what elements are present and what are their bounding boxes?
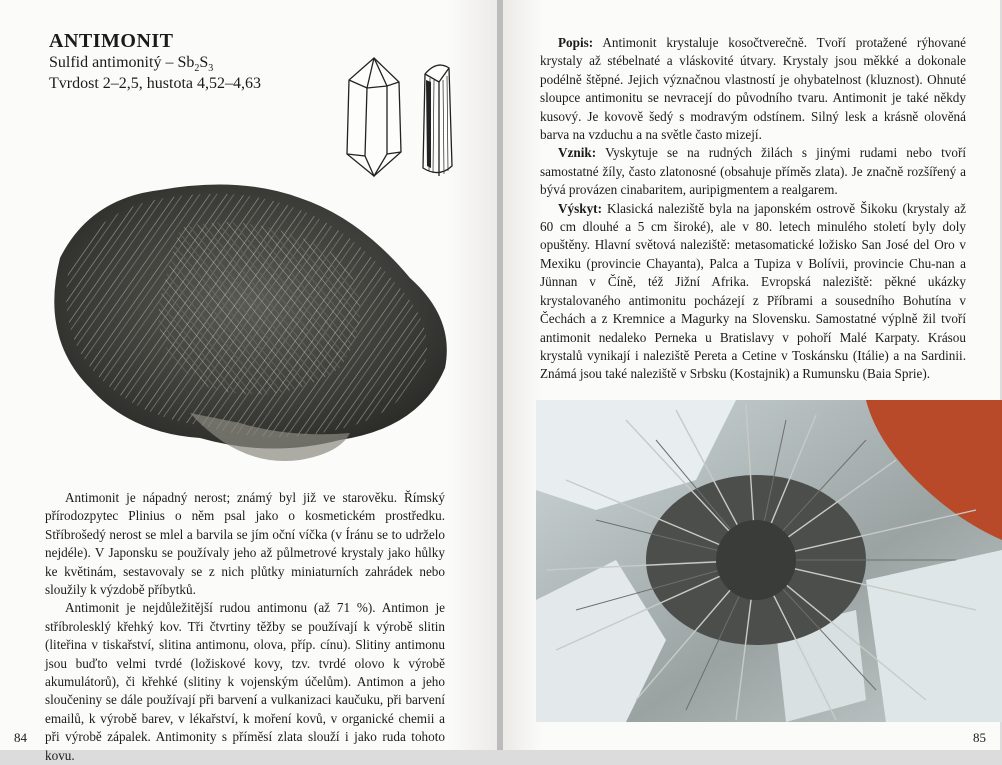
formula-subscript-1: 2 [194, 63, 200, 75]
right-body-text [540, 34, 966, 384]
right-page [503, 0, 1000, 750]
section-text: Klasická naleziště byla na japonském ostrově Šikoku (krystaly až 60 cm dlouhé a 5 cm široké), ale v 80. letech minulého století byly doly opuštěny. Hlavní světová naleziště: metasomatické ložisko San José del Oro v Mexiku (provincie Chayanta), Palca a Tupiza v Bolívii, provincie Chu-nan a Jünnan v Číně, též Jižní Afrika. Evropská naleziště: pěkné ukázky krystalovaného antimonitu pocházejí z Příbrami a sousedního Bohutína v Čechách a z Kremnice a Magurky na Slovensku. Samostatné výplně žil tvoří antimonit nedaleko Perneka u Bratislavy v pohoří Malé Karpaty. Krásou krystalů vynikají i naleziště Pereta a Cetine v Toskánsku (Itálie) a na Sardinii. Známá jsou také naleziště v Srbsku (Kostajnik) a Rumunsku (Baia Sprie). [540, 200, 966, 382]
popis-section [540, 34, 966, 144]
antimonite-specimen-image [40, 168, 460, 468]
vyskyt-section [540, 200, 966, 384]
section-text: Vyskytuje se na rudných žilách s jinými rudami nebo tvoří samostatné žíly, často zlatonosné (obsahuje příměs zlata). Je značně rozšířený a bývá provázen cinabaritem, auripigmentem a realgarem. [540, 145, 967, 198]
antimonite-crystal-photo [536, 400, 1002, 722]
left-body-text [45, 489, 445, 765]
formula-mid: S [199, 54, 209, 71]
mineral-title: ANTIMONIT [49, 30, 174, 52]
section-label: Výskyt: [558, 200, 602, 216]
section-label: Vznik: [558, 145, 597, 161]
mineral-formula-line [49, 54, 213, 74]
paragraph: Antimonit je nápadný nerost; známý byl již ve starověku. Římský přírodozpytec Plinius o něm psal jako o kosmetickém prostředku. Stříbrošedý nerost se mlel a barvila se jím oční víčka (v Íránu se to udrželo nejdéle). V Japonsku se používaly jeho až půlmetrové krystaly jako hůlky ke květinám, sestavovaly se z nich plůtky miniaturních zahrádek nebo sloužily k výzdobě příbytků. [45, 490, 445, 598]
section-text: Antimonit krystaluje kosočtverečně. Tvoří protažené rýhované krystaly až stébelnaté a vláskovité útvary. Krystaly jsou měkké a dokonale podélně štěpné. Jejich význačnou vlastností je ohybatelnost (kluznost). Ohnuté sloupce antimonitu se nevracejí do původního tvaru. Antimonit je také někdy kusový. Je kovově šedý s modravým odstínem. Silný lesk a krásně olověná barva na vzduchu a na světle často mizejí. [540, 35, 966, 143]
vznik-section [540, 144, 966, 199]
formula-subscript-2: 3 [208, 63, 214, 75]
crystal-drawing-1 [343, 56, 405, 178]
hardness-density-line: Tvrdost 2–2,5, hustota 4,52–4,63 [49, 75, 261, 92]
paragraph: Antimonit je nejdůležitější rudou antimonu (až 71 %). Antimon je stříbrolesklý křehký kov. Tři čtvrtiny těžby se používají k výrobě slitin (liteřina v tiskařství, slitina antimonu, olova, příp. cínu). Slitiny antimonu jsou buďto velmi tvrdé (ložiskové kovy, tzv. tvrdé olovo k výrobě akumulátorů), či křehké (slitiny k vojenským účelům). Antimon a jeho sloučeniny se dále používají při barvení a vulkanizaci kaučuku, při barvení emailů, k výrobě barev, v lékařství, k moření kovů, v organické chemii a při výrobě zápalek. Antimonity s příměsí zlata slouží i jako ruda tohoto kovu. [45, 600, 445, 763]
left-page [0, 0, 497, 763]
page-number-right: 85 [973, 730, 986, 745]
crystal-drawing-2 [417, 56, 457, 180]
page-number-left: 84 [14, 730, 27, 745]
section-label: Popis: [558, 35, 594, 50]
formula-text: Sulfid antimonitý – Sb [49, 54, 195, 71]
